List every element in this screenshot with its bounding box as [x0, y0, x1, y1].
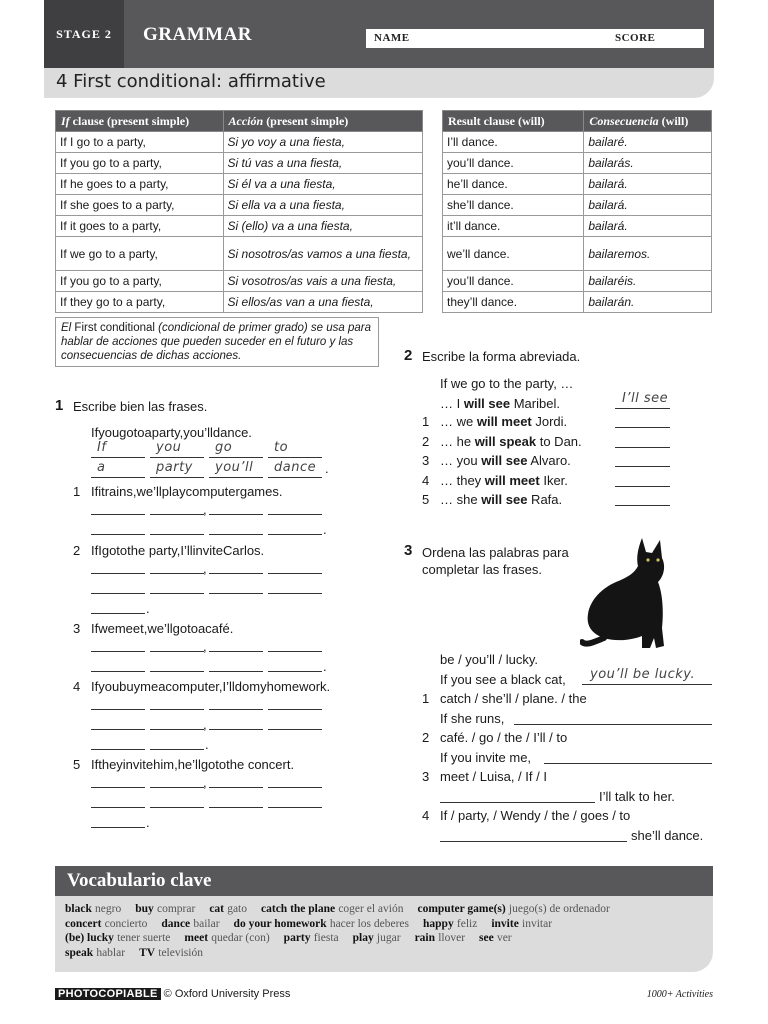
ex1-answer-line[interactable]: [209, 593, 263, 594]
result-table-es-cell: bailarán.: [584, 292, 712, 313]
ex3-item-number: 4: [422, 808, 430, 823]
ex1-answer-line[interactable]: [91, 807, 145, 808]
result-table-en-cell: she’ll dance.: [443, 195, 584, 216]
ex1-answer-line[interactable]: [91, 749, 145, 750]
result-table-en-cell: we’ll dance.: [443, 237, 584, 271]
if-clause-header: If clause (present simple): [56, 111, 224, 132]
result-table-en-cell: you’ll dance.: [443, 153, 584, 174]
vocab-row: [65, 917, 703, 932]
ex1-example-line: [209, 457, 263, 458]
ex1-answer-line[interactable]: [209, 807, 263, 808]
vocab-english: party: [283, 932, 311, 944]
ex2-item-number: 5: [422, 492, 430, 507]
ex1-answer-line[interactable]: [91, 613, 145, 614]
ex1-example-line: [150, 457, 204, 458]
grammar-note: El First conditional (condicional de primer grado) se usa para hablar de acciones que pueden suceder en el futuro y las consecuencias de dichas acciones.: [55, 317, 379, 367]
header-bar: [44, 0, 714, 68]
result-table-es-cell: bailará.: [584, 216, 712, 237]
ex1-answer-line[interactable]: [268, 787, 322, 788]
ex2-item-number: 1: [422, 414, 430, 429]
vocab-spanish: televisión: [158, 946, 203, 959]
vocab-english: computer game(s): [417, 903, 506, 915]
ex1-answer-line[interactable]: [268, 729, 322, 730]
footer-left: [55, 988, 290, 1000]
result-table-es-cell: bailará.: [584, 174, 712, 195]
vocab-spanish: juego(s) de ordenador: [508, 903, 610, 915]
vocab-english: TV: [139, 946, 156, 959]
ex3-item-tail: I’ll talk to her.: [599, 788, 675, 804]
photocopiable-badge: PHOTOCOPIABLE: [55, 988, 161, 1000]
ex3-example-prompt: If you see a black cat,: [440, 672, 566, 687]
vocab-spanish: fiesta: [313, 932, 339, 944]
accion-header: Acción (present simple): [223, 111, 422, 132]
vocab-english: invite: [491, 917, 519, 930]
vocab-spanish: negro: [95, 903, 122, 915]
ex1-example: Ifyougotoaparty,you’lldance.: [91, 425, 252, 440]
ex3-item-prompt: If she runs,: [440, 710, 505, 726]
ex1-item-number: 1: [73, 484, 81, 499]
ex1-punctuation: ,: [203, 775, 207, 790]
ex2-item-text: … you will see Alvaro.: [440, 453, 571, 468]
header-title: GRAMMAR: [143, 24, 253, 45]
if-table-en-cell: If you go to a party,: [56, 271, 224, 292]
ex1-answer-line[interactable]: [150, 514, 204, 515]
ex1-answer-line[interactable]: [268, 651, 322, 652]
ex1-answer-line[interactable]: [209, 787, 263, 788]
ex3-item-tail: she’ll dance.: [631, 827, 704, 843]
ex1-punctuation: .: [323, 659, 327, 674]
ex1-answer-line[interactable]: [91, 514, 145, 515]
if-table-en-cell: If they go to a party,: [56, 292, 224, 313]
ex1-example-word: you’ll: [215, 460, 254, 475]
if-table-es-cell: Si ellos/as van a una fiesta,: [223, 292, 422, 313]
ex3-item-prompt: If you invite me,: [440, 749, 532, 765]
ex3-item-words: catch / she’ll / plane. / the: [440, 691, 587, 706]
vocab-english: do your homework: [233, 917, 327, 930]
vocab-spanish: concierto: [104, 917, 148, 930]
ex1-example-line: [150, 477, 204, 478]
ex1-answer-line[interactable]: [150, 787, 204, 788]
ex2-item-text: … they will meet Iker.: [440, 472, 568, 488]
result-table-es-cell: bailará.: [584, 195, 712, 216]
vocab-spanish: hablar: [96, 946, 126, 959]
ex1-item-number: 2: [73, 543, 81, 558]
vocab-spanish: feliz: [456, 917, 478, 930]
ex1-example-word: you: [156, 440, 182, 455]
ex1-answer-line[interactable]: [268, 573, 322, 574]
ex1-punctuation: .: [146, 815, 150, 830]
ex1-example-line: [268, 457, 322, 458]
if-table-en-cell: If she goes to a party,: [56, 195, 224, 216]
vocab-english: black: [65, 903, 92, 915]
ex1-answer-line[interactable]: [209, 709, 263, 710]
vocab-row: [65, 931, 703, 946]
vocab-spanish: quedar (con): [211, 932, 270, 944]
result-table-es-cell: bailarás.: [584, 153, 712, 174]
ex2-example-answer: I’ll see: [622, 391, 669, 406]
ex2-example-line: [615, 408, 670, 409]
ex2-answer-line[interactable]: [615, 505, 670, 506]
ex3-item-words: café. / go / the / I’ll / to: [440, 730, 568, 745]
if-table-en-cell: If it goes to a party,: [56, 216, 224, 237]
result-table-row: [443, 292, 712, 313]
ex1-answer-line[interactable]: [150, 651, 204, 652]
ex2-item-text: … he will speak to Dan.: [440, 433, 582, 449]
if-table-row: [56, 292, 423, 313]
consecuencia-header: Consecuencia (will): [584, 111, 712, 132]
if-table-es-cell: Si nosotros/as vamos a una fiesta,: [223, 237, 422, 271]
if-table-row: [56, 271, 423, 292]
vocab-english: play: [352, 932, 374, 944]
vocab-english: see: [479, 932, 494, 944]
ex1-example-word: a: [97, 460, 106, 475]
if-table-es-cell: Si ella va a una fiesta,: [223, 195, 422, 216]
vocab-english: (be) lucky: [65, 932, 114, 944]
if-table-es-cell: Si tú vas a una fiesta,: [223, 153, 422, 174]
vocab-spanish: llover: [438, 932, 466, 944]
ex3-item-words: meet / Luisa, / If / I: [440, 769, 547, 784]
ex3-example-words: be / you’ll / lucky.: [440, 652, 539, 667]
ex3-answer-line[interactable]: [440, 802, 595, 803]
ex3-answer-line[interactable]: [440, 841, 627, 842]
ex3-number: 3: [404, 542, 413, 559]
ex1-answer-line[interactable]: [150, 729, 204, 730]
vocab-english: buy: [135, 903, 154, 915]
result-table-es-cell: bailaremos.: [584, 237, 712, 271]
vocab-spanish: hacer los deberes: [329, 917, 410, 930]
ex2-item-text: … we will meet Jordi.: [440, 414, 568, 429]
ex1-answer-line[interactable]: [209, 671, 263, 672]
ex1-answer-line[interactable]: [91, 593, 145, 594]
if-table-en-cell: If I go to a party,: [56, 132, 224, 153]
publisher: © Oxford University Press: [163, 988, 291, 1000]
ex1-answer-line[interactable]: [209, 514, 263, 515]
ex1-item-text: Ifyoubuymeacomputer,I’lldomyhomework.: [91, 679, 331, 694]
ex1-answer-line[interactable]: [150, 671, 204, 672]
ex3-answer-line[interactable]: [514, 724, 712, 725]
ex2-item-number: 3: [422, 453, 430, 468]
vocab-english: concert: [65, 917, 102, 930]
ex1-answer-line[interactable]: [91, 709, 145, 710]
ex2-number: 2: [404, 347, 413, 364]
ex2-answer-line[interactable]: [615, 447, 670, 448]
ex1-answer-line[interactable]: [91, 827, 145, 828]
section-bar: [44, 68, 714, 98]
vocab-title: Vocabulario clave: [55, 866, 713, 896]
ex1-answer-line[interactable]: [150, 573, 204, 574]
ex1-punctuation: ,: [203, 639, 207, 654]
ex1-example-line: [209, 477, 263, 478]
ex1-answer-line[interactable]: [268, 593, 322, 594]
ex1-example-word: dance: [274, 460, 317, 475]
vocab-spanish: comprar: [156, 903, 196, 915]
ex2-item-number: 2: [422, 433, 430, 449]
ex1-punctuation: .: [146, 601, 150, 616]
ex1-example-word: If: [97, 440, 107, 455]
score-label: SCORE: [615, 32, 656, 44]
ex2-example: … I will see Maribel.: [440, 396, 560, 411]
result-table-en-cell: he’ll dance.: [443, 174, 584, 195]
ex3-item-words: If / party, / Wendy / the / goes / to: [440, 808, 631, 823]
ex1-answer-line[interactable]: [150, 749, 204, 750]
vocab-spanish: invitar: [522, 917, 553, 930]
ex1-example-line: [91, 457, 145, 458]
ex1-answer-line[interactable]: [150, 593, 204, 594]
ex1-answer-line[interactable]: [91, 671, 145, 672]
ex2-answer-line[interactable]: [615, 466, 670, 467]
name-label: NAME: [374, 32, 410, 44]
ex2-intro: If we go to the party, …: [440, 376, 574, 391]
ex3-item-number: 3: [422, 769, 430, 784]
ex1-punctuation: .: [205, 737, 209, 752]
ex1-item-text: IfIgotothe party,I’llinviteCarlos.: [91, 543, 265, 558]
ex1-item-number: 3: [73, 621, 81, 636]
vocab-english: meet: [184, 932, 209, 944]
ex1-item-text: Ifwemeet,we’llgotoacafé.: [91, 621, 234, 636]
if-clause-table: [55, 110, 423, 313]
ex1-answer-line[interactable]: [209, 573, 263, 574]
vocab-english: speak: [65, 946, 94, 959]
ex2-item-number: 4: [422, 472, 430, 488]
ex1-example-line: [268, 477, 322, 478]
ex1-answer-line[interactable]: [150, 534, 204, 535]
ex1-punctuation: ,: [203, 561, 207, 576]
vocab-spanish: gato: [227, 903, 248, 915]
ex1-answer-line[interactable]: [268, 709, 322, 710]
ex2-answer-line[interactable]: [615, 427, 670, 428]
vocab-english: happy: [423, 917, 454, 930]
vocab-english: rain: [414, 932, 436, 944]
vocab-english: cat: [209, 903, 224, 915]
ex1-answer-line[interactable]: [91, 729, 145, 730]
ex3-title: Ordena las palabras para completar las frases.: [422, 545, 569, 577]
if-table-row: [56, 195, 423, 216]
result-table-row: [443, 216, 712, 237]
if-table-row: [56, 132, 423, 153]
vocab-spanish: jugar: [376, 932, 401, 944]
if-table-en-cell: If we go to a party,: [56, 237, 224, 271]
black-cat-image: [580, 530, 680, 655]
vocab-spanish: ver: [496, 932, 512, 944]
result-table-row: [443, 195, 712, 216]
ex1-example-word: go: [215, 440, 233, 455]
name-score-box[interactable]: [366, 29, 704, 48]
result-table-en-cell: they’ll dance.: [443, 292, 584, 313]
vocab-spanish: tener suerte: [117, 932, 171, 944]
ex1-number: 1: [55, 397, 64, 414]
ex1-answer-line[interactable]: [150, 709, 204, 710]
ex1-item-text: Ifitrains,we’llplaycomputergames.: [91, 484, 283, 499]
ex1-item-number: 5: [73, 757, 81, 772]
result-table-es-cell: bailaré.: [584, 132, 712, 153]
footer-right: 1000+ Activities: [646, 989, 713, 1000]
ex1-example-word: to: [274, 440, 289, 455]
if-table-en-cell: If you go to a party,: [56, 153, 224, 174]
ex1-answer-line[interactable]: [268, 807, 322, 808]
ex1-answer-line[interactable]: [91, 573, 145, 574]
ex2-title: Escribe la forma abreviada.: [422, 349, 581, 364]
ex3-item-number: 2: [422, 730, 430, 745]
ex1-answer-line[interactable]: [268, 671, 322, 672]
ex2-answer-line[interactable]: [615, 486, 670, 487]
vocab-box: [55, 896, 713, 972]
ex1-answer-line[interactable]: [209, 534, 263, 535]
if-table-es-cell: Si vosotros/as vais a una fiesta,: [223, 271, 422, 292]
result-table-row: [443, 271, 712, 292]
result-table-es-cell: bailaréis.: [584, 271, 712, 292]
ex1-answer-line[interactable]: [91, 651, 145, 652]
ex1-answer-line[interactable]: [209, 651, 263, 652]
if-table-es-cell: Si (ello) va a una fiesta,: [223, 216, 422, 237]
ex1-example-line: [91, 477, 145, 478]
vocab-english: dance: [161, 917, 191, 930]
if-table-row: [56, 174, 423, 195]
if-table-es-cell: Si él va a una fiesta,: [223, 174, 422, 195]
result-table-row: [443, 153, 712, 174]
ex3-example-answer: you’ll be lucky.: [590, 667, 696, 682]
ex1-answer-line[interactable]: [91, 534, 145, 535]
stage-label: STAGE 2: [44, 0, 124, 68]
ex1-punctuation: ,: [203, 717, 207, 732]
ex1-punctuation: ,: [203, 502, 207, 517]
result-table-row: [443, 237, 712, 271]
result-table-en-cell: I’ll dance.: [443, 132, 584, 153]
ex1-punctuation: .: [323, 522, 327, 537]
ex1-answer-line[interactable]: [209, 729, 263, 730]
ex1-answer-line[interactable]: [91, 787, 145, 788]
ex1-answer-line[interactable]: [150, 807, 204, 808]
if-table-row: [56, 216, 423, 237]
section-title: 4 First conditional: affirmative: [56, 71, 326, 92]
result-clause-table: [442, 110, 712, 313]
ex1-answer-line[interactable]: [268, 534, 322, 535]
ex2-item-text: … she will see Rafa.: [440, 492, 563, 507]
vocab-spanish: coger el avión: [338, 903, 404, 915]
result-table-row: [443, 132, 712, 153]
result-table-row: [443, 174, 712, 195]
ex1-item-text: Iftheyinvitehim,he’llgotothe concert.: [91, 757, 295, 772]
ex3-answer-line[interactable]: [544, 763, 712, 764]
ex1-example-period: .: [325, 461, 329, 476]
result-clause-header: Result clause (will): [443, 111, 584, 132]
ex1-answer-line[interactable]: [268, 514, 322, 515]
ex3-item-number: 1: [422, 691, 430, 706]
if-table-row: [56, 153, 423, 174]
vocab-row: [65, 902, 703, 917]
result-table-en-cell: you’ll dance.: [443, 271, 584, 292]
if-table-es-cell: Si yo voy a una fiesta,: [223, 132, 422, 153]
if-table-en-cell: If he goes to a party,: [56, 174, 224, 195]
ex1-example-word: party: [156, 460, 193, 475]
ex1-title: Escribe bien las frases.: [73, 399, 208, 414]
vocab-spanish: bailar: [193, 917, 220, 930]
if-table-row: [56, 237, 423, 271]
ex1-item-number: 4: [73, 679, 81, 694]
ex3-example-line: [582, 684, 712, 685]
vocab-english: catch the plane: [261, 903, 336, 915]
vocab-row: [65, 946, 703, 961]
result-table-en-cell: it’ll dance.: [443, 216, 584, 237]
